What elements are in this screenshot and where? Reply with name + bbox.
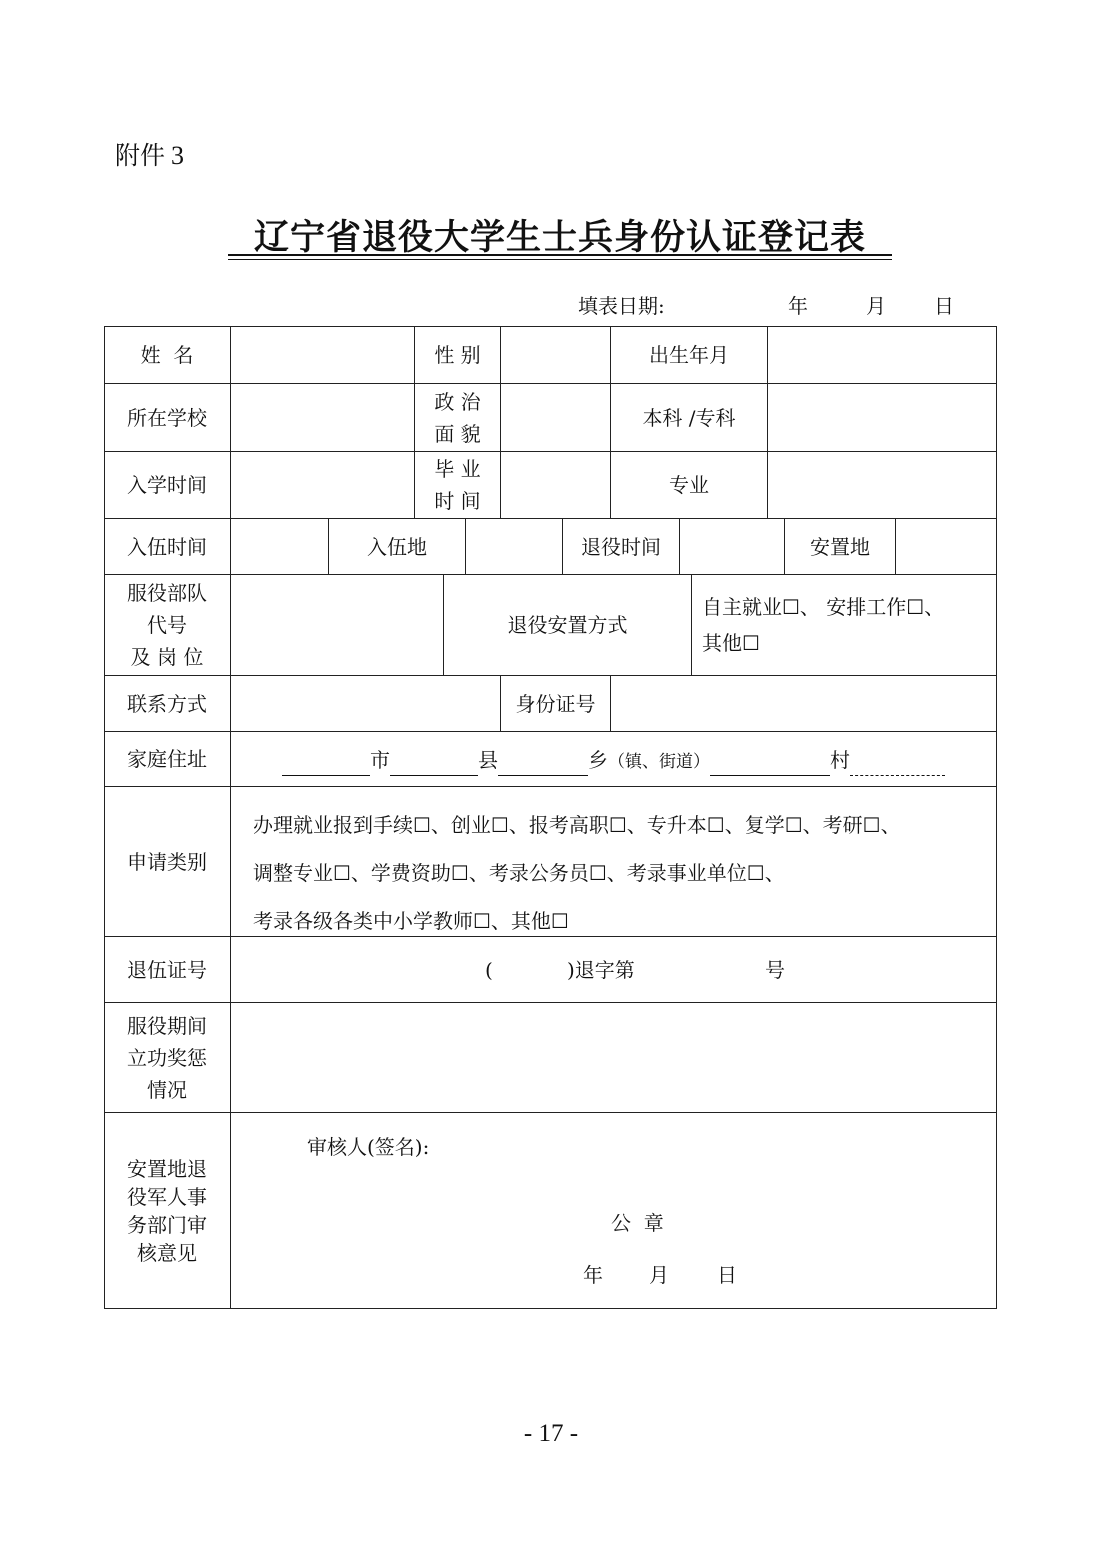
label-enlist-time: 入伍时间 [104, 519, 231, 575]
input-gender[interactable] [501, 326, 611, 384]
input-major[interactable] [768, 452, 997, 519]
label-major: 专业 [611, 452, 768, 519]
label-discharge-time: 退役时间 [563, 519, 680, 575]
document-title: 辽宁省退役大学生士兵身份认证登记表 [253, 217, 866, 258]
label-enlist-place: 入伍地 [329, 519, 466, 575]
address-tail-dashes [850, 755, 945, 776]
label-name: 姓 名 [104, 326, 231, 384]
address-town-blank[interactable] [498, 755, 588, 776]
input-service-unit[interactable] [231, 575, 444, 676]
fill-date-year: 年 [788, 294, 808, 318]
input-enlist-place[interactable] [466, 519, 563, 575]
label-school: 所在学校 [104, 384, 231, 452]
input-merits[interactable] [231, 1003, 997, 1113]
label-home-address: 家庭住址 [104, 732, 231, 787]
label-placement-place: 安置地 [785, 519, 896, 575]
review-opinion[interactable]: 审核人(签名): 公 章 年 月 日 [231, 1113, 997, 1309]
address-village-blank[interactable] [710, 755, 830, 776]
input-enlist-time[interactable] [231, 519, 329, 575]
fill-date-day: 日 [934, 294, 954, 318]
input-political[interactable] [501, 384, 611, 452]
input-placement-place[interactable] [896, 519, 997, 575]
label-placement-method: 退役安置方式 [444, 575, 692, 676]
page-number: - 17 - [523, 1420, 579, 1447]
title-underline [228, 254, 892, 256]
label-discharge-cert: 退伍证号 [104, 937, 231, 1003]
title-underline-thin [228, 259, 892, 260]
label-apply-category: 申请类别 [104, 787, 231, 937]
address-county-blank[interactable] [390, 755, 478, 776]
fill-date-label: 填表日期: [578, 294, 665, 318]
input-discharge-cert[interactable]: ( )退字第 号 [231, 937, 997, 1003]
attachment-number: 3 [171, 141, 185, 170]
label-contact: 联系方式 [104, 676, 231, 732]
input-id-number[interactable] [611, 676, 997, 732]
registration-form [104, 326, 997, 1309]
label-gender: 性 别 [415, 326, 501, 384]
label-merits: 服役期间 立功奖惩 情况 [104, 1003, 231, 1113]
input-home-address[interactable]: 市 县 乡（镇、街道） 村 [231, 732, 997, 787]
reviewer-signature-label: 审核人(签名): [307, 1135, 430, 1159]
apply-category-options[interactable]: 办理就业报到手续☐、创业☐、报考高职☐、专升本☐、复学☐、考研☐、 调整专业☐、学费资助☐、考录公务员☐、考录事业单位☐、 考录各级各类中小学教师☐、其他☐ [231, 787, 997, 937]
placement-options[interactable]: 自主就业☐、 安排工作☐、 其他☐ [692, 575, 997, 676]
label-enroll-time: 入学时间 [104, 452, 231, 519]
input-birth[interactable] [768, 326, 997, 384]
address-city-blank[interactable] [282, 755, 370, 776]
input-degree[interactable] [768, 384, 997, 452]
label-degree: 本科 /专科 [611, 384, 768, 452]
input-enroll-time[interactable] [231, 452, 415, 519]
label-service-unit: 服役部队 代号 及 岗 位 [104, 575, 231, 676]
label-id-number: 身份证号 [501, 676, 611, 732]
label-graduation-time: 毕 业 时 间 [415, 452, 501, 519]
input-graduation-time[interactable] [501, 452, 611, 519]
fill-date-month: 月 [866, 294, 886, 318]
label-birth: 出生年月 [611, 326, 768, 384]
input-name[interactable] [231, 326, 415, 384]
label-political: 政 治 面 貌 [415, 384, 501, 452]
attachment-label: 附件 3 [115, 141, 185, 170]
label-review: 安置地退 役军人事 务部门审 核意见 [104, 1113, 231, 1309]
input-contact[interactable] [231, 676, 501, 732]
input-discharge-time[interactable] [680, 519, 785, 575]
official-seal-label: 公 章 [611, 1211, 664, 1235]
input-school[interactable] [231, 384, 415, 452]
